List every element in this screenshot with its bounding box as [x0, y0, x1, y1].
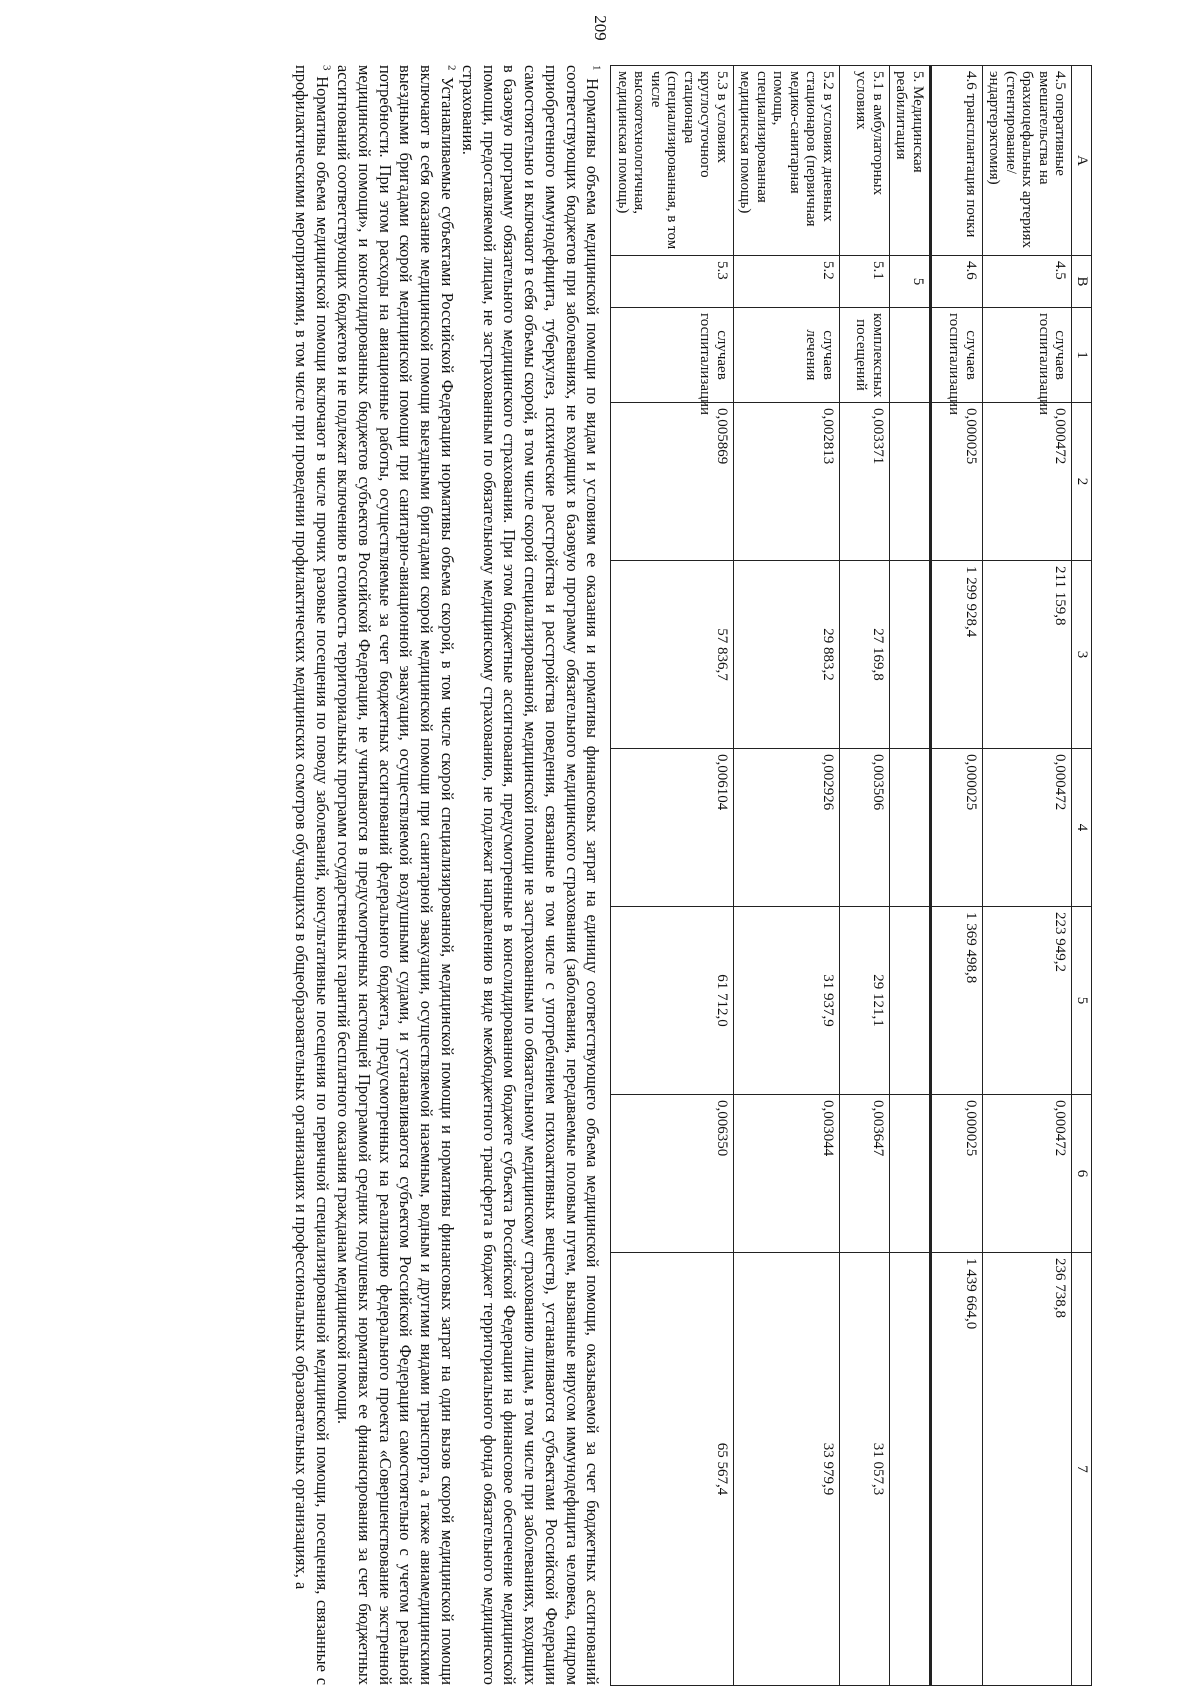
row-value: 31 937,9: [734, 907, 840, 1095]
col-header-7: 7: [1072, 1253, 1092, 1686]
row-value: [890, 1253, 931, 1686]
footnote-mark: 3: [320, 65, 333, 71]
footnote-3: [291, 65, 333, 1685]
row-unit: случаев госпитализации: [931, 308, 983, 403]
row-value: [890, 561, 931, 749]
row-value: 61 712,0: [611, 907, 734, 1095]
row-value: 1 369 498,8: [931, 907, 983, 1095]
page-number: 209: [591, 15, 610, 41]
footnote-mark: 1: [590, 65, 603, 71]
row-name: 5. Медицинская реабилитация: [890, 66, 931, 256]
row-value: 33 979,9: [734, 1253, 840, 1686]
footnote-1: [457, 65, 603, 1685]
row-value: 211 159,8: [983, 561, 1073, 749]
row-value: 0,005869: [611, 403, 734, 561]
row-name: 5.2 в условиях дневных стационаров (первичная медико-санитарная помощь, специализированная медицинская помощь): [734, 66, 840, 256]
row-value: [890, 749, 931, 907]
row-value: [890, 907, 931, 1095]
row-name: 4.6 трансплантация почки: [931, 66, 983, 256]
row-value: 29 121,1: [840, 907, 890, 1095]
row-value: 1 439 664,0: [931, 1253, 983, 1686]
footnote-text: Устанавливаемые субъектами Российской Федерации нормативы объема скорой, в том числе скорой специализированной, медицинской помощи и нормативы финансовых затрат на один вызов скорой медицинской помощи включают в себя оказание медицинской помощи выездными бригадами скорой медицинской помощи при санитарной эвакуации, осуществляемой наземным, водным и другими видами транспорта, а также авиамедицинскими выездными бригадами скорой медицинской помощи при санитарно-авиационной эвакуации, осуществляемой воздушными судами, и устанавливаются субъектом Российской Федерации самостоятельно с учетом реальной потребности. При этом расходы на авиационные работы, осуществляемые за счет бюджетных ассигнований федерального бюджета, предусмотренных на реализацию федерального проекта «Совершенствование экстренной медицинской помощи», и консолидированных бюджетов субъектов Российской Федерации, не учитываются в предусмотренных настоящей Программой средних подушевых нормативах ее финансирования за счет бюджетных ассигнований соответствующих бюджетов и не подлежат включению в стоимость территориальных программ государственных гарантий бесплатного оказания гражданам медицинской помощи.: [333, 65, 457, 1685]
table-row: [840, 66, 890, 1686]
row-value: [890, 1095, 931, 1253]
footnote-text: Нормативы объема медицинской помощи включают в числе прочих разовые посещения по поводу заболеваний, консультативные посещения по первичной специализированной медицинской помощи, посещения, связанные с профилактическими мероприятиями, в том числе при проведении профилактических медицинских осмотров обучающихся в общеобразовательных организациях и профессиональных образовательных организациях, а: [292, 65, 333, 1685]
row-value: 236 738,8: [983, 1253, 1073, 1686]
row-value: 0,006350: [611, 1095, 734, 1253]
table-row: [611, 66, 734, 1686]
row-unit: случаев госпитализации: [611, 308, 734, 403]
row-value: 0,000472: [983, 1095, 1073, 1253]
table-row: [983, 66, 1073, 1686]
row-code: 5: [890, 256, 931, 308]
footnote-text: Нормативы объема медицинской помощи по видам и условиям ее оказания и нормативы финансовых затрат на единицу соответствующего объема медицинской помощи, оказываемой за счет бюджетных ассигнований соответствующих бюджетов при заболеваниях, не входящих в базовую программу обязательного медицинского страхования (заболевания, передаваемые половым путем, вызванные вирусом иммунодефицита человека, синдром приобретенного иммунодефицита, туберкулез, психические расстройства и расстройства поведения, связанные в том числе с употреблением психоактивных веществ), устанавливаются субъектами Российской Федерации самостоятельно и включают в себя объемы скорой, в том числе скорой специализированной, медицинской помощи не застрахованным по обязательному медицинскому страхованию лицам, в том числе при заболеваниях, входящих в базовую программу обязательного медицинского страхования. При этом бюджетные ассигнования, предусмотренные в консолидированном бюджете субъекта Российской Федерации на финансовое обеспечение медицинской помощи, предоставляемой лицам, не застрахованным по обязательному медицинскому страхованию, не подлежат направлению в виде межбюджетного трансферта в бюджет территориального фонда обязательного медицинского страхования.: [458, 65, 603, 1685]
row-value: 0,002813: [734, 403, 840, 561]
row-value: 57 836,7: [611, 561, 734, 749]
footnote-mark: 2: [445, 65, 458, 71]
row-value: 29 883,2: [734, 561, 840, 749]
row-unit: случаев госпитализации: [983, 308, 1073, 403]
row-name: 5.3 в условиях круглосуточного стационара (специализированная, в том числе высокотехнологичная, медицинская помощь): [611, 66, 734, 256]
row-value: 0,000025: [931, 749, 983, 907]
table-row: [734, 66, 840, 1686]
row-value: 0,002926: [734, 749, 840, 907]
col-header-b: В: [1072, 256, 1092, 308]
row-value: 0,000472: [983, 749, 1073, 907]
row-name: 5.1 в амбулаторных условиях: [840, 66, 890, 256]
table-row: [890, 66, 931, 1686]
row-value: 65 567,4: [611, 1253, 734, 1686]
row-code: 5.2: [734, 256, 840, 308]
row-value: 0,003044: [734, 1095, 840, 1253]
col-header-a: А: [1072, 66, 1092, 256]
row-value: 0,003371: [840, 403, 890, 561]
row-name: 4.5 оперативные вмешательства на брахиоцефальных артериях (стентирование/эндартерэктомия): [983, 66, 1073, 256]
col-header-3: 3: [1072, 561, 1092, 749]
table-row: [931, 66, 983, 1686]
col-header-5: 5: [1072, 907, 1092, 1095]
table-header-row: [1072, 66, 1092, 1686]
row-unit: [890, 308, 931, 403]
row-value: 0,003506: [840, 749, 890, 907]
row-value: 0,000025: [931, 403, 983, 561]
row-value: 0,000472: [983, 403, 1073, 561]
row-code: 4.6: [931, 256, 983, 308]
row-value: 0,000025: [931, 1095, 983, 1253]
rotated-content: [132, 65, 1092, 1685]
footnote-2: [332, 65, 457, 1685]
row-value: 27 169,8: [840, 561, 890, 749]
row-code: 4.5: [983, 256, 1073, 308]
row-unit: случаев лечения: [734, 308, 840, 403]
row-value: 1 299 928,4: [931, 561, 983, 749]
row-value: 223 949,2: [983, 907, 1073, 1095]
row-value: 0,006104: [611, 749, 734, 907]
col-header-1: 1: [1072, 308, 1092, 403]
footnotes: [291, 65, 603, 1685]
col-header-2: 2: [1072, 403, 1092, 561]
row-code: 5.1: [840, 256, 890, 308]
row-code: 5.3: [611, 256, 734, 308]
row-unit: комплексных посещений: [840, 308, 890, 403]
col-header-4: 4: [1072, 749, 1092, 907]
row-value: 31 057,3: [840, 1253, 890, 1686]
norms-table: [611, 65, 1093, 1686]
row-value: 0,003647: [840, 1095, 890, 1253]
row-value: [890, 403, 931, 561]
col-header-6: 6: [1072, 1095, 1092, 1253]
